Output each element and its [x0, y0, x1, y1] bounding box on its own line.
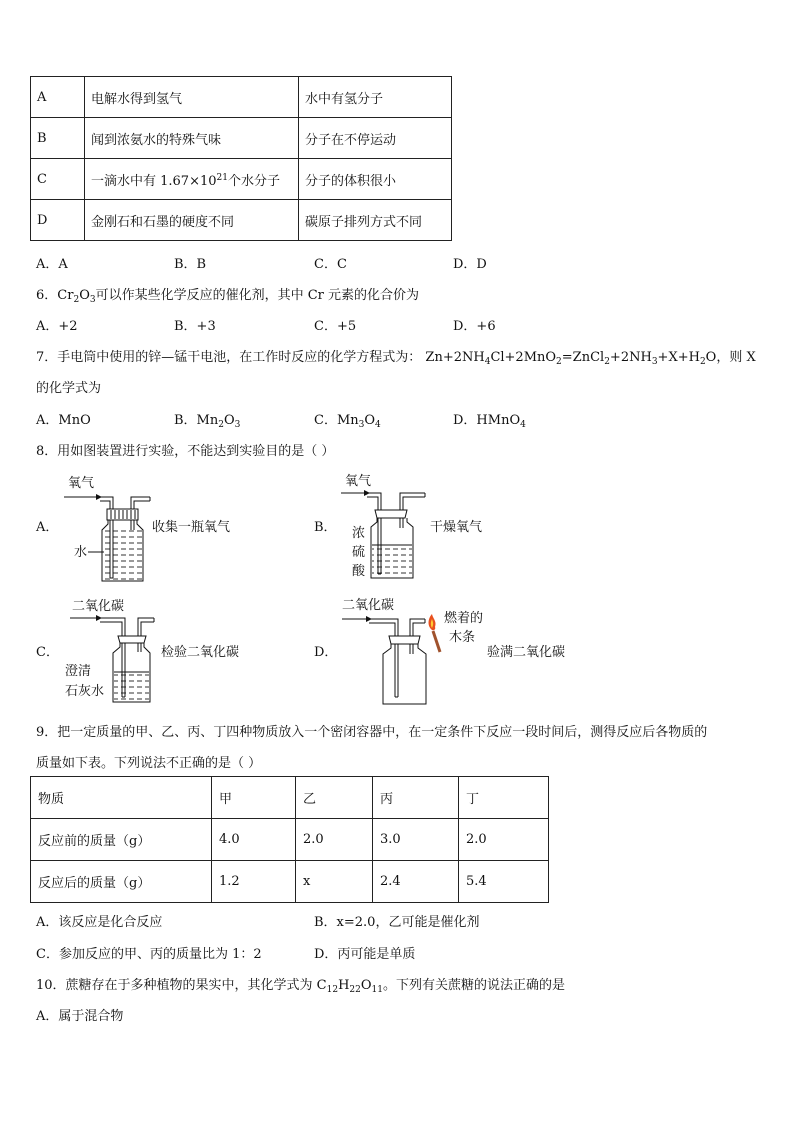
- table-header-cell: 甲: [212, 777, 296, 819]
- burning-stick-icon: [429, 614, 440, 652]
- q7-option-d[interactable]: D．HMnO$_4$: [453, 413, 526, 430]
- table-row: [31, 861, 549, 903]
- table-header-cell: 物质: [31, 777, 212, 819]
- q8-b-letter[interactable]: B．: [314, 520, 337, 535]
- q5-fact-c: 一滴水中有 $1.67\times 10^{21}$个水分子: [85, 159, 299, 200]
- table-cell: 1.2: [212, 861, 296, 903]
- q5-fact-d: 金刚石和石墨的硬度不同: [85, 200, 299, 241]
- q8-d-arrow-icon: [342, 616, 372, 622]
- q5-label-c: C: [31, 159, 85, 200]
- q5-fact-a: 电解水得到氢气: [85, 77, 299, 118]
- q10-option-a[interactable]: A．属于混合物: [36, 1009, 124, 1024]
- q9-stem-line1: 9．把一定质量的甲、乙、丙、丁四种物质放入一个密闭容器中，在一定条件下反应一段时间后，测得反应后各物质的: [36, 725, 708, 740]
- q9-option-a[interactable]: A．该反应是化合反应: [36, 915, 163, 930]
- q5-fact-b: 闻到浓氨水的特殊气味: [85, 118, 299, 159]
- q9-table: [30, 776, 549, 903]
- q6-option-d[interactable]: D．+6: [453, 319, 496, 334]
- table-cell: 反应前的质量（g）: [31, 819, 212, 861]
- q9-option-c[interactable]: C．参加反应的甲、丙的质量比为 1：2: [36, 947, 262, 962]
- q8-d-gas-bottle: [369, 619, 426, 704]
- q7-option-b[interactable]: B．$Mn_2O_3$: [174, 413, 241, 430]
- q8-a-gas-label: 氧气: [68, 476, 95, 491]
- table-cell: x: [296, 861, 373, 903]
- q8-c-liquid-label-2: 石灰水: [65, 684, 105, 699]
- q8-b-gas-bottle: [367, 493, 425, 578]
- q9-stem-line2: 质量如下表。下列说法不正确的是（ ）: [36, 756, 262, 771]
- q8-c-purpose: 检验二氧化碳: [161, 645, 240, 660]
- table-row: [31, 819, 549, 861]
- q8-a-letter[interactable]: A．: [36, 520, 59, 535]
- q5-label-b: B: [31, 118, 85, 159]
- q8-d-stick-label-1: 燃着的: [444, 611, 484, 626]
- q7-option-c[interactable]: C．$Mn_3O_4$: [314, 413, 381, 430]
- q8-a-arrow-icon: [64, 494, 102, 500]
- q6-option-b[interactable]: B．+3: [174, 319, 216, 334]
- q8-c-gas-bottle: [100, 618, 154, 702]
- q8-b-gas-label: 氧气: [345, 474, 372, 489]
- table-header-cell: 乙: [296, 777, 373, 819]
- table-header-cell: 丁: [459, 777, 549, 819]
- q6-option-c[interactable]: C．+5: [314, 319, 357, 334]
- q5-explain-c: 分子的体积很小: [299, 159, 452, 200]
- q8-b-liquid-char-1: 浓: [352, 526, 366, 541]
- table-cell: 2.0: [459, 819, 549, 861]
- table-cell: 5.4: [459, 861, 549, 903]
- table-cell: 4.0: [212, 819, 296, 861]
- q8-d-letter[interactable]: D．: [314, 645, 338, 660]
- q8-d-gas-label: 二氧化碳: [342, 598, 395, 613]
- q10-stem: 10．蔗糖存在于多种植物的果实中，其化学式为 $C_{12}H_{22}O_{11}$。下列有关蔗糖的说法正确的是: [36, 978, 566, 995]
- table-cell: 2.0: [296, 819, 373, 861]
- q8-c-gas-label: 二氧化碳: [72, 599, 125, 614]
- q5-option-c[interactable]: C．C: [314, 257, 347, 272]
- q8-b-purpose: 干燥氧气: [430, 520, 483, 535]
- q8-d-purpose: 验满二氧化碳: [487, 645, 566, 660]
- q5-label-a: A: [31, 77, 85, 118]
- q8-b-arrow-icon: [341, 490, 370, 496]
- q5-explain-d: 碳原子排列方式不同: [299, 200, 452, 241]
- q8-c-liquid-label-1: 澄清: [65, 664, 92, 679]
- q8-a-gas-bottle: [100, 497, 150, 581]
- q5-option-d[interactable]: D．D: [453, 257, 487, 272]
- table-row: [31, 777, 549, 819]
- q8-c-arrow-icon: [70, 615, 102, 621]
- q6-option-a[interactable]: A．+2: [36, 319, 78, 334]
- q7-stem-line2: 的化学式为: [36, 381, 102, 396]
- q8-a-purpose: 收集一瓶氧气: [152, 520, 231, 535]
- table-header-cell: 丙: [373, 777, 459, 819]
- q8-b-liquid-char-3: 酸: [352, 564, 366, 579]
- q5-option-b[interactable]: B．B: [174, 257, 207, 272]
- q8-b-liquid-char-2: 硫: [352, 545, 366, 560]
- q9-option-d[interactable]: D．丙可能是单质: [314, 947, 416, 962]
- table-cell: 反应后的质量（g）: [31, 861, 212, 903]
- table-cell: 3.0: [373, 819, 459, 861]
- q8-stem: 8．用如图装置进行实验，不能达到实验目的是（ ）: [36, 444, 335, 459]
- q7-stem-line1: 7．手电筒中使用的锌—锰干电池，在工作时反应的化学方程式为： $Zn+2NH_4Cl+2MnO_2=ZnCl_2+2NH_3+X+H_2O$，则 X: [36, 350, 756, 367]
- q8-c-letter[interactable]: C．: [36, 645, 59, 660]
- q8-d-stick-label-2: 木条: [449, 630, 476, 645]
- q6-stem: 6．$Cr_2O_3$可以作某些化学反应的催化剂，其中 Cr 元素的化合价为: [36, 288, 420, 305]
- q5-explain-b: 分子在不停运动: [299, 118, 452, 159]
- table-cell: 2.4: [373, 861, 459, 903]
- q5-explain-a: 水中有氢分子: [299, 77, 452, 118]
- q7-option-a[interactable]: A．MnO: [36, 413, 91, 428]
- q5-label-d: D: [31, 200, 85, 241]
- q5-option-a[interactable]: A．A: [36, 257, 68, 272]
- q8-a-liquid-label: 水: [74, 545, 88, 560]
- q9-option-b[interactable]: B．x=2.0，乙可能是催化剂: [314, 915, 480, 930]
